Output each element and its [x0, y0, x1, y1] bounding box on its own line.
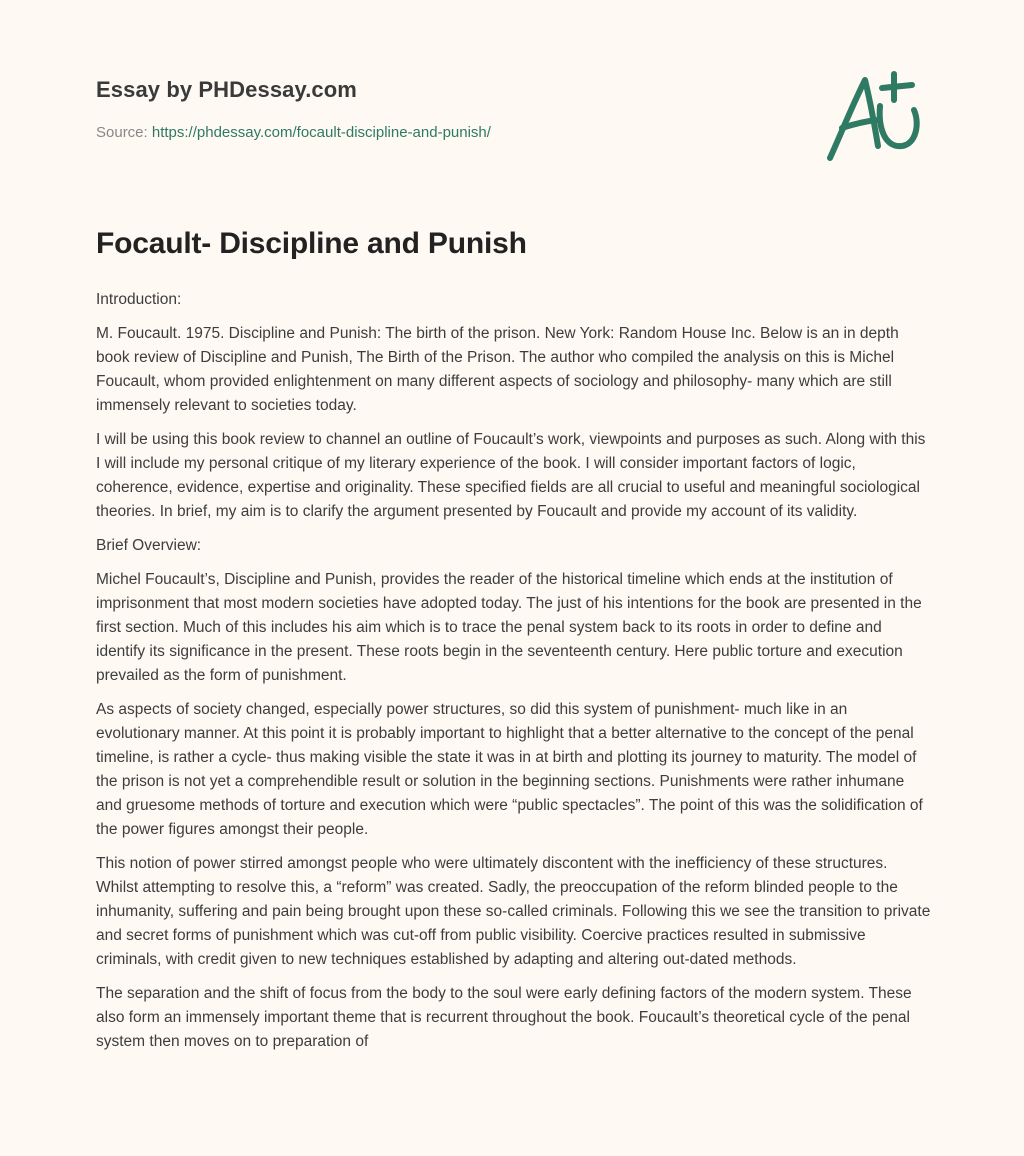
source-label: Source: [96, 124, 148, 141]
source-line [96, 123, 696, 143]
paragraph: Brief Overview: [96, 537, 202, 554]
paragraph: This notion of power stirred amongst people who were ultimately discontent with the inefficiency of these structures. Whilst attempting to resolve this, a “reform” was created. Sadly, the preoccupation of the reform blinded people to the inhumanity, suffering and pain being brought upon these so-called criminals. Following this we see the transition to private and secret forms of punishment which was cut-off from public visibility. Coercive practices resulted in submissive criminals, with credit given to new techniques established by adapting and altering out-dated methods. [96, 855, 931, 968]
source-link[interactable]: https://phdessay.com/focault-discipline-and-punish/ [151, 124, 491, 141]
paragraph: The separation and the shift of focus from the body to the soul were early defining factors of the modern system. These also form an immensely important theme that is recurrent throughout the book. Foucault’s theoretical cycle of the penal system then moves on to preparation of [96, 985, 912, 1050]
paragraph: M. Foucault. 1975. Discipline and Punish: The birth of the prison. New York: Random House Inc. Below is an in depth book review of Discipline and Punish, The Birth of the Prison. The author who compiled the analysis on this is Michel Foucault, whom provided enlightenment on many different aspects of sociology and philosophy- many which are still immensely relevant to societies today. [96, 325, 899, 414]
site-brand: Essay by PHDessay.com [96, 77, 357, 102]
paragraph: Michel Foucault’s, Discipline and Punish, provides the reader of the historical timeline which ends at the institution of imprisonment that most modern societies have adopted today. The just of his intentions for the book are presented in the first section. Much of this includes his aim which is to trace the penal system back to its roots in order to define and identify its significance in the present. These roots begin in the seventeenth century. Here public torture and execution prevailed as the form of punishment. [96, 571, 922, 684]
article [96, 222, 932, 1064]
article-title: Focault- Discipline and Punish [96, 227, 527, 260]
page-header [96, 74, 696, 143]
paragraph: As aspects of society changed, especially power structures, so did this system of punishment- much like in an evolutionary manner. At this point it is probably important to highlight that a better alternative to the concept of the penal timeline, is rather a cycle- thus making visible the state it was in at birth and plotting its journey to maturity. The model of the prison is not yet a comprehendible result or solution in the beginning sections. Punishments were rather inhumane and gruesome methods of torture and execution which were “public spectacles”. The point of this was the solidification of the power figures amongst their people. [96, 701, 923, 838]
paragraph: Introduction: [96, 291, 182, 308]
a-plus-logo-icon [820, 66, 930, 166]
paragraph: I will be using this book review to channel an outline of Foucault’s work, viewpoints and purposes as such. Along with this I will include my personal critique of my literary experience of the book. I will consider important factors of logic, coherence, evidence, expertise and originality. These specified fields are all crucial to useful and meaningful sociological theories. In brief, my aim is to clarify the argument presented by Foucault and provide my account of its validity. [96, 431, 926, 520]
